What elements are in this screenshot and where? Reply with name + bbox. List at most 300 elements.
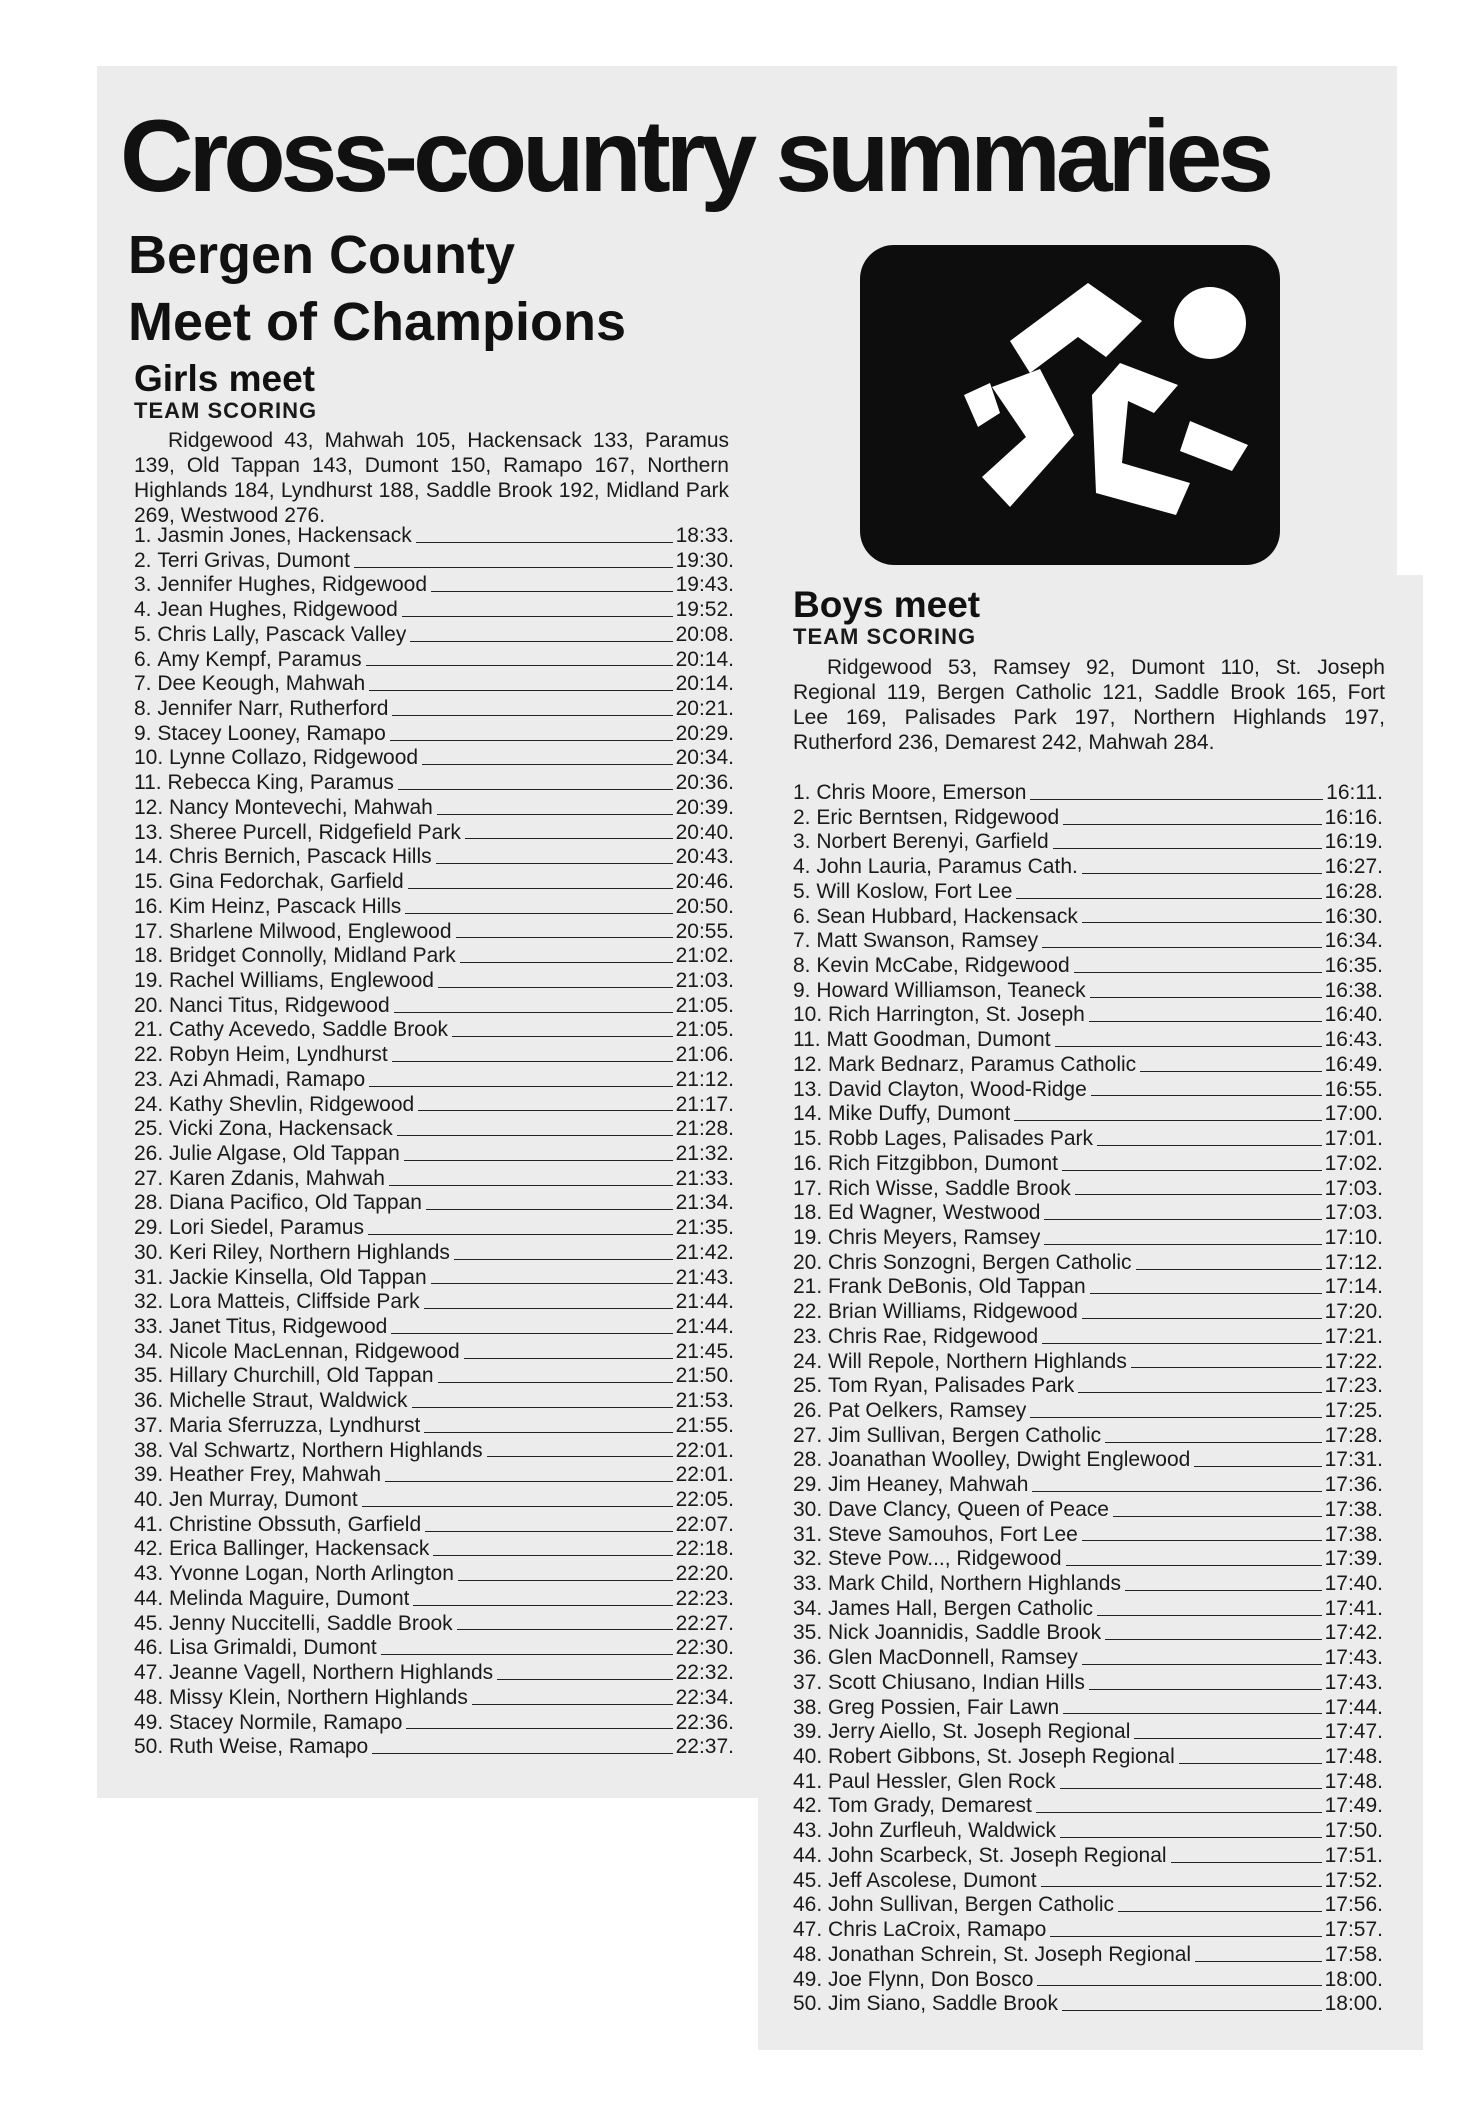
result-rank: 5. bbox=[134, 622, 158, 646]
girls-result-row bbox=[134, 1241, 734, 1266]
leader-rule bbox=[431, 1283, 673, 1284]
result-name: Tom Ryan, Palisades Park bbox=[828, 1374, 1075, 1398]
leader-rule bbox=[454, 1259, 673, 1260]
leader-rule bbox=[1082, 922, 1322, 923]
result-name: Val Schwartz, Northern Highlands bbox=[169, 1438, 483, 1462]
boys-result-row bbox=[793, 1770, 1383, 1795]
result-name: Ed Wagner, Westwood bbox=[828, 1201, 1041, 1225]
result-name: Chris Meyers, Ramsey bbox=[828, 1225, 1041, 1249]
girls-results-list bbox=[134, 524, 734, 1760]
result-rank: 23. bbox=[793, 1324, 829, 1348]
result-time: 17:50. bbox=[1324, 1819, 1383, 1843]
result-rank: 13. bbox=[793, 1077, 829, 1101]
result-time: 20:08. bbox=[675, 622, 734, 646]
result-time: 21:45. bbox=[675, 1339, 734, 1363]
subheading-line-2: Meet of Champions bbox=[128, 292, 627, 352]
result-name: Chris Sonzogni, Bergen Catholic bbox=[828, 1250, 1132, 1274]
leader-rule bbox=[385, 1481, 673, 1482]
result-name: Brian Williams, Ridgewood bbox=[828, 1300, 1078, 1324]
leader-rule bbox=[412, 1407, 673, 1408]
result-name: Pat Oelkers, Ramsey bbox=[828, 1398, 1027, 1422]
girls-result-row bbox=[134, 870, 734, 895]
result-name: Mike Duffy, Dumont bbox=[828, 1102, 1011, 1126]
leader-rule bbox=[398, 789, 673, 790]
boys-meet-title: Boys meet bbox=[793, 584, 981, 625]
result-rank: 1. bbox=[793, 781, 817, 804]
result-rank: 29. bbox=[793, 1473, 829, 1497]
result-time: 21:43. bbox=[675, 1265, 734, 1289]
leader-rule bbox=[1074, 972, 1322, 973]
result-time: 22:18. bbox=[675, 1537, 734, 1561]
leader-rule bbox=[402, 616, 673, 617]
result-time: 21:44. bbox=[675, 1315, 734, 1338]
result-rank: 39. bbox=[134, 1463, 170, 1487]
leader-rule bbox=[418, 1110, 672, 1111]
result-name: Chris LaCroix, Ramapo bbox=[828, 1918, 1047, 1942]
result-rank: 33. bbox=[134, 1315, 170, 1338]
result-time: 16:30. bbox=[1324, 904, 1383, 928]
result-name: Rich Wisse, Saddle Brook bbox=[828, 1176, 1071, 1200]
result-name: Terri Grivas, Dumont bbox=[157, 548, 350, 572]
boys-result-row bbox=[793, 1424, 1383, 1449]
girls-result-row bbox=[134, 1018, 734, 1043]
boys-result-row bbox=[793, 781, 1383, 806]
girls-result-row bbox=[134, 796, 734, 821]
result-rank: 1. bbox=[134, 524, 158, 547]
result-name: Yvonne Logan, North Arlington bbox=[169, 1562, 454, 1586]
result-rank: 22. bbox=[134, 1043, 170, 1067]
result-time: 22:36. bbox=[675, 1710, 734, 1734]
result-name: Matt Swanson, Ramsey bbox=[816, 929, 1039, 953]
result-time: 17:36. bbox=[1324, 1473, 1383, 1497]
result-time: 17:58. bbox=[1324, 1942, 1383, 1966]
result-rank: 43. bbox=[134, 1562, 170, 1586]
girls-result-row bbox=[134, 994, 734, 1019]
result-name: Amy Kempf, Paramus bbox=[157, 647, 362, 671]
result-name: Heather Frey, Mahwah bbox=[169, 1463, 382, 1487]
result-time: 16:16. bbox=[1324, 805, 1383, 829]
result-time: 17:43. bbox=[1324, 1670, 1383, 1694]
girls-result-row bbox=[134, 1463, 734, 1488]
result-name: Kim Heinz, Pascack Hills bbox=[169, 894, 402, 918]
result-rank: 31. bbox=[134, 1265, 170, 1289]
girls-result-row bbox=[134, 1167, 734, 1192]
result-time: 17:23. bbox=[1324, 1374, 1383, 1398]
girls-result-row bbox=[134, 821, 734, 846]
leader-rule bbox=[1042, 947, 1321, 948]
leader-rule bbox=[1082, 873, 1322, 874]
result-rank: 11. bbox=[134, 771, 168, 795]
leader-rule bbox=[1053, 848, 1322, 849]
result-rank: 10. bbox=[134, 746, 170, 770]
result-name: Michelle Straut, Waldwick bbox=[169, 1389, 408, 1413]
leader-rule bbox=[392, 1061, 673, 1062]
leader-rule bbox=[369, 1086, 672, 1087]
result-name: Dee Keough, Mahwah bbox=[157, 672, 366, 696]
result-rank: 21. bbox=[793, 1275, 829, 1299]
leader-rule bbox=[381, 1654, 673, 1655]
result-rank: 32. bbox=[793, 1547, 829, 1571]
result-rank: 45. bbox=[793, 1868, 829, 1892]
leader-rule bbox=[397, 1135, 673, 1136]
result-time: 17:48. bbox=[1324, 1745, 1383, 1769]
result-time: 21:34. bbox=[675, 1191, 734, 1215]
result-name: Jerry Aiello, St. Joseph Regional bbox=[828, 1720, 1131, 1744]
result-rank: 32. bbox=[134, 1290, 170, 1314]
boys-team-scoring: Ridgewood 53, Ramsey 92, Dumont 110, St. Joseph Regional 119, Bergen Catholic 121, Saddle Brook 165, Fort Lee 169, Palisades Park 197, Northern Highlands 197, Rutherford 236, Demarest 242, Mahwah 284. bbox=[793, 656, 1385, 754]
result-time: 16:55. bbox=[1324, 1077, 1383, 1101]
result-name: Jeanne Vagell, Northern Highlands bbox=[169, 1661, 494, 1685]
result-name: Rebecca King, Paramus bbox=[167, 771, 394, 795]
result-rank: 40. bbox=[793, 1745, 829, 1769]
result-time: 21:03. bbox=[675, 968, 734, 992]
leader-rule bbox=[1194, 1466, 1321, 1467]
result-rank: 16. bbox=[134, 894, 170, 918]
result-time: 18:00. bbox=[1324, 1992, 1383, 2016]
result-time: 20:40. bbox=[675, 820, 734, 844]
result-time: 17:41. bbox=[1324, 1596, 1383, 1620]
result-name: Sean Hubbard, Hackensack bbox=[816, 904, 1078, 928]
result-rank: 28. bbox=[134, 1191, 170, 1215]
girls-result-row bbox=[134, 623, 734, 648]
boys-result-row bbox=[793, 1226, 1383, 1251]
leader-rule bbox=[1105, 1442, 1321, 1443]
leader-rule bbox=[369, 690, 672, 691]
result-time: 17:03. bbox=[1324, 1176, 1383, 1200]
result-rank: 18. bbox=[134, 944, 170, 968]
result-rank: 2. bbox=[793, 805, 817, 829]
leader-rule bbox=[431, 591, 673, 592]
girls-result-row bbox=[134, 1711, 734, 1736]
result-name: Hillary Churchill, Old Tappan bbox=[169, 1364, 434, 1388]
boys-result-row bbox=[793, 1325, 1383, 1350]
boys-result-row bbox=[793, 1498, 1383, 1523]
result-rank: 23. bbox=[134, 1067, 170, 1091]
result-time: 20:29. bbox=[675, 721, 734, 745]
result-time: 16:28. bbox=[1324, 879, 1383, 903]
leader-rule bbox=[392, 715, 672, 716]
result-time: 20:34. bbox=[675, 746, 734, 770]
girls-result-row bbox=[134, 1414, 734, 1439]
leader-rule bbox=[368, 1234, 673, 1235]
result-rank: 44. bbox=[793, 1843, 829, 1867]
girls-result-row bbox=[134, 1191, 734, 1216]
result-time: 20:36. bbox=[675, 771, 734, 795]
girls-result-row bbox=[134, 1315, 734, 1340]
boys-result-row bbox=[793, 1646, 1383, 1671]
leader-rule bbox=[1136, 1269, 1322, 1270]
girls-result-row bbox=[134, 1488, 734, 1513]
girls-result-row bbox=[134, 920, 734, 945]
result-time: 16:27. bbox=[1324, 855, 1383, 879]
result-rank: 7. bbox=[793, 929, 817, 953]
result-rank: 36. bbox=[793, 1646, 829, 1670]
boys-result-row bbox=[793, 830, 1383, 855]
boys-result-row bbox=[793, 979, 1383, 1004]
result-name: Mark Child, Northern Highlands bbox=[828, 1572, 1121, 1595]
result-time: 18:00. bbox=[1324, 1967, 1383, 1991]
result-time: 21:28. bbox=[675, 1117, 734, 1141]
leader-rule bbox=[436, 863, 673, 864]
leader-rule bbox=[1090, 1293, 1322, 1294]
leader-rule bbox=[1078, 1392, 1321, 1393]
result-rank: 15. bbox=[134, 870, 170, 894]
result-name: Kevin McCabe, Ridgewood bbox=[816, 954, 1070, 978]
result-time: 20:21. bbox=[675, 697, 734, 721]
leader-rule bbox=[410, 641, 672, 642]
girls-team-scoring: Ridgewood 43, Mahwah 105, Hackensack 133, Paramus 139, Old Tappan 143, Dumont 150, Ramapo 167, Northern Highlands 184, Lyndhurst 188, Saddle Brook 192, Midland Park 269, Westwood 276. bbox=[134, 429, 729, 527]
leader-rule bbox=[391, 1333, 672, 1334]
girls-result-row bbox=[134, 1290, 734, 1315]
girls-result-row bbox=[134, 1142, 734, 1167]
result-name: Matt Goodman, Dumont bbox=[826, 1028, 1051, 1052]
result-time: 17:01. bbox=[1324, 1127, 1383, 1151]
result-name: Tom Grady, Demarest bbox=[828, 1794, 1032, 1818]
boys-result-row bbox=[793, 806, 1383, 831]
leader-rule bbox=[1030, 799, 1323, 800]
leader-rule bbox=[497, 1679, 672, 1680]
result-time: 21:06. bbox=[675, 1043, 734, 1067]
result-rank: 31. bbox=[793, 1522, 829, 1546]
leader-rule bbox=[1014, 1120, 1321, 1121]
result-time: 21:50. bbox=[675, 1364, 734, 1388]
result-time: 17:14. bbox=[1324, 1275, 1383, 1299]
boys-result-row bbox=[793, 1992, 1383, 2017]
result-time: 19:43. bbox=[675, 573, 734, 597]
result-name: Jim Siano, Saddle Brook bbox=[828, 1992, 1058, 2016]
leader-rule bbox=[1030, 1417, 1321, 1418]
result-rank: 34. bbox=[134, 1339, 170, 1363]
leader-rule bbox=[406, 1728, 672, 1729]
girls-result-row bbox=[134, 1068, 734, 1093]
leader-rule bbox=[1050, 1936, 1321, 1937]
leader-rule bbox=[1097, 1615, 1322, 1616]
result-time: 21:42. bbox=[675, 1240, 734, 1264]
result-time: 17:49. bbox=[1324, 1794, 1383, 1818]
leader-rule bbox=[424, 1432, 672, 1433]
result-time: 20:50. bbox=[675, 894, 734, 918]
girls-result-row bbox=[134, 722, 734, 747]
result-time: 16:38. bbox=[1324, 978, 1383, 1002]
leader-rule bbox=[1113, 1516, 1322, 1517]
leader-rule bbox=[1090, 997, 1322, 998]
result-name: Jennifer Hughes, Ridgewood bbox=[157, 573, 428, 597]
result-name: Lisa Grimaldi, Dumont bbox=[169, 1636, 377, 1660]
result-rank: 28. bbox=[793, 1448, 829, 1472]
result-name: Ruth Weise, Ramapo bbox=[169, 1735, 369, 1759]
girls-result-row bbox=[134, 746, 734, 771]
result-name: Nicole MacLennan, Ridgewood bbox=[169, 1339, 460, 1363]
boys-result-row bbox=[793, 1720, 1383, 1745]
result-time: 17:00. bbox=[1324, 1102, 1383, 1126]
girls-result-row bbox=[134, 969, 734, 994]
boys-result-row bbox=[793, 1943, 1383, 1968]
result-name: Eric Berntsen, Ridgewood bbox=[816, 805, 1060, 829]
result-name: Chris Moore, Emerson bbox=[816, 781, 1027, 804]
result-rank: 7. bbox=[134, 672, 158, 696]
girls-result-row bbox=[134, 1439, 734, 1464]
boys-result-row bbox=[793, 954, 1383, 979]
result-time: 22:23. bbox=[675, 1586, 734, 1610]
boys-result-row bbox=[793, 1053, 1383, 1078]
result-rank: 47. bbox=[134, 1661, 170, 1685]
result-rank: 35. bbox=[134, 1364, 170, 1388]
result-name: Paul Hessler, Glen Rock bbox=[828, 1769, 1056, 1793]
result-rank: 48. bbox=[793, 1942, 829, 1966]
result-rank: 9. bbox=[793, 978, 817, 1002]
leader-rule bbox=[1140, 1071, 1321, 1072]
boys-result-row bbox=[793, 1696, 1383, 1721]
result-name: Cathy Acevedo, Saddle Brook bbox=[169, 1018, 449, 1042]
result-rank: 25. bbox=[793, 1374, 829, 1398]
result-time: 16:19. bbox=[1324, 830, 1383, 854]
leader-rule bbox=[1044, 1244, 1321, 1245]
result-name: Maria Sferruzza, Lyndhurst bbox=[169, 1413, 421, 1437]
leader-rule bbox=[1044, 1219, 1321, 1220]
boys-result-row bbox=[793, 1523, 1383, 1548]
girls-result-row bbox=[134, 1661, 734, 1686]
boys-result-row bbox=[793, 1621, 1383, 1646]
result-name: Scott Chiusano, Indian Hills bbox=[828, 1670, 1085, 1694]
leader-rule bbox=[465, 838, 673, 839]
leader-rule bbox=[394, 1012, 673, 1013]
result-time: 17:56. bbox=[1324, 1893, 1383, 1917]
girls-result-row bbox=[134, 648, 734, 673]
result-time: 17:20. bbox=[1324, 1300, 1383, 1324]
leader-rule bbox=[1062, 2010, 1322, 2011]
result-rank: 24. bbox=[134, 1092, 170, 1116]
result-time: 17:51. bbox=[1324, 1843, 1383, 1867]
result-name: Norbert Berenyi, Garfield bbox=[816, 830, 1049, 854]
result-rank: 10. bbox=[793, 1003, 829, 1027]
leader-rule bbox=[416, 542, 673, 543]
result-name: Nancy Montevechi, Mahwah bbox=[169, 795, 433, 819]
result-name: Howard Williamson, Teaneck bbox=[816, 978, 1086, 1002]
result-rank: 41. bbox=[134, 1512, 170, 1536]
result-name: Julie Algase, Old Tappan bbox=[169, 1141, 400, 1165]
result-time: 17:22. bbox=[1324, 1349, 1383, 1373]
result-rank: 21. bbox=[134, 1018, 170, 1042]
result-rank: 2. bbox=[134, 548, 158, 572]
result-rank: 36. bbox=[134, 1389, 170, 1413]
leader-rule bbox=[487, 1456, 673, 1457]
boys-result-row bbox=[793, 1448, 1383, 1473]
result-rank: 20. bbox=[793, 1250, 829, 1274]
result-name: Joanathan Woolley, Dwight Englewood bbox=[828, 1448, 1191, 1472]
leader-rule bbox=[1042, 1343, 1321, 1344]
girls-result-row bbox=[134, 1266, 734, 1291]
boys-result-row bbox=[793, 929, 1383, 954]
result-name: Gina Fedorchak, Garfield bbox=[169, 870, 404, 894]
girls-result-row bbox=[134, 1587, 734, 1612]
result-name: Jonathan Schrein, St. Joseph Regional bbox=[828, 1942, 1192, 1966]
result-name: Janet Titus, Ridgewood bbox=[169, 1315, 388, 1338]
result-name: Jean Hughes, Ridgewood bbox=[157, 598, 398, 622]
result-time: 22:37. bbox=[675, 1735, 734, 1759]
result-rank: 3. bbox=[793, 830, 817, 854]
result-rank: 37. bbox=[134, 1413, 170, 1437]
girls-result-row bbox=[134, 944, 734, 969]
result-time: 22:07. bbox=[675, 1512, 734, 1536]
result-rank: 30. bbox=[793, 1497, 829, 1521]
leader-rule bbox=[1062, 1170, 1322, 1171]
result-time: 22:01. bbox=[675, 1438, 734, 1462]
result-rank: 25. bbox=[134, 1117, 170, 1141]
boys-result-row bbox=[793, 1350, 1383, 1375]
result-name: Stacey Normile, Ramapo bbox=[169, 1710, 403, 1734]
result-time: 17:12. bbox=[1324, 1250, 1383, 1274]
result-name: John Lauria, Paramus Cath. bbox=[816, 855, 1078, 879]
result-rank: 50. bbox=[793, 1992, 829, 2016]
girls-meet-title: Girls meet bbox=[134, 358, 315, 399]
leader-rule bbox=[408, 888, 673, 889]
boys-team-scoring-label: TEAM SCORING bbox=[793, 624, 977, 649]
leader-rule bbox=[1105, 1639, 1321, 1640]
result-name: Frank DeBonis, Old Tappan bbox=[828, 1275, 1086, 1299]
girls-result-row bbox=[134, 845, 734, 870]
result-name: James Hall, Bergen Catholic bbox=[828, 1596, 1093, 1620]
leader-rule bbox=[456, 937, 673, 938]
leader-rule bbox=[1063, 1713, 1321, 1714]
result-name: Jen Murray, Dumont bbox=[169, 1488, 358, 1512]
result-rank: 37. bbox=[793, 1670, 829, 1694]
result-rank: 26. bbox=[793, 1398, 829, 1422]
result-time: 21:02. bbox=[675, 944, 734, 968]
result-rank: 14. bbox=[134, 845, 170, 869]
result-time: 21:12. bbox=[675, 1067, 734, 1091]
result-rank: 12. bbox=[793, 1052, 829, 1076]
result-time: 21:53. bbox=[675, 1389, 734, 1413]
result-rank: 42. bbox=[793, 1794, 829, 1818]
boys-result-row bbox=[793, 1597, 1383, 1622]
boys-result-row bbox=[793, 1127, 1383, 1152]
result-rank: 45. bbox=[134, 1611, 170, 1635]
result-time: 19:52. bbox=[675, 598, 734, 622]
result-rank: 24. bbox=[793, 1349, 829, 1373]
leader-rule bbox=[413, 1605, 672, 1606]
girls-result-row bbox=[134, 771, 734, 796]
leader-rule bbox=[1063, 824, 1321, 825]
result-name: Jeff Ascolese, Dumont bbox=[828, 1868, 1037, 1892]
headline: Cross-country summaries bbox=[120, 99, 1270, 213]
girls-result-row bbox=[134, 1389, 734, 1414]
result-name: Steve Pow..., Ridgewood bbox=[828, 1547, 1062, 1571]
result-name: Sheree Purcell, Ridgefield Park bbox=[169, 820, 461, 844]
result-time: 16:49. bbox=[1324, 1052, 1383, 1076]
result-rank: 46. bbox=[134, 1636, 170, 1660]
girls-result-row bbox=[134, 672, 734, 697]
leader-rule bbox=[464, 1358, 673, 1359]
leader-rule bbox=[1134, 1738, 1321, 1739]
leader-rule bbox=[1060, 1788, 1322, 1789]
leader-rule bbox=[1118, 1911, 1322, 1912]
boys-result-row bbox=[793, 1844, 1383, 1869]
result-time: 21:55. bbox=[675, 1413, 734, 1437]
result-rank: 44. bbox=[134, 1586, 170, 1610]
result-rank: 20. bbox=[134, 993, 170, 1017]
result-rank: 17. bbox=[134, 919, 170, 943]
girls-result-row bbox=[134, 598, 734, 623]
result-name: Kathy Shevlin, Ridgewood bbox=[169, 1092, 415, 1116]
leader-rule bbox=[426, 1209, 673, 1210]
girls-result-row bbox=[134, 1562, 734, 1587]
leader-rule bbox=[1097, 1145, 1322, 1146]
result-rank: 33. bbox=[793, 1572, 829, 1595]
result-rank: 8. bbox=[793, 954, 817, 978]
result-rank: 8. bbox=[134, 697, 158, 721]
result-name: Lora Matteis, Cliffside Park bbox=[169, 1290, 420, 1314]
leader-rule bbox=[458, 1580, 673, 1581]
